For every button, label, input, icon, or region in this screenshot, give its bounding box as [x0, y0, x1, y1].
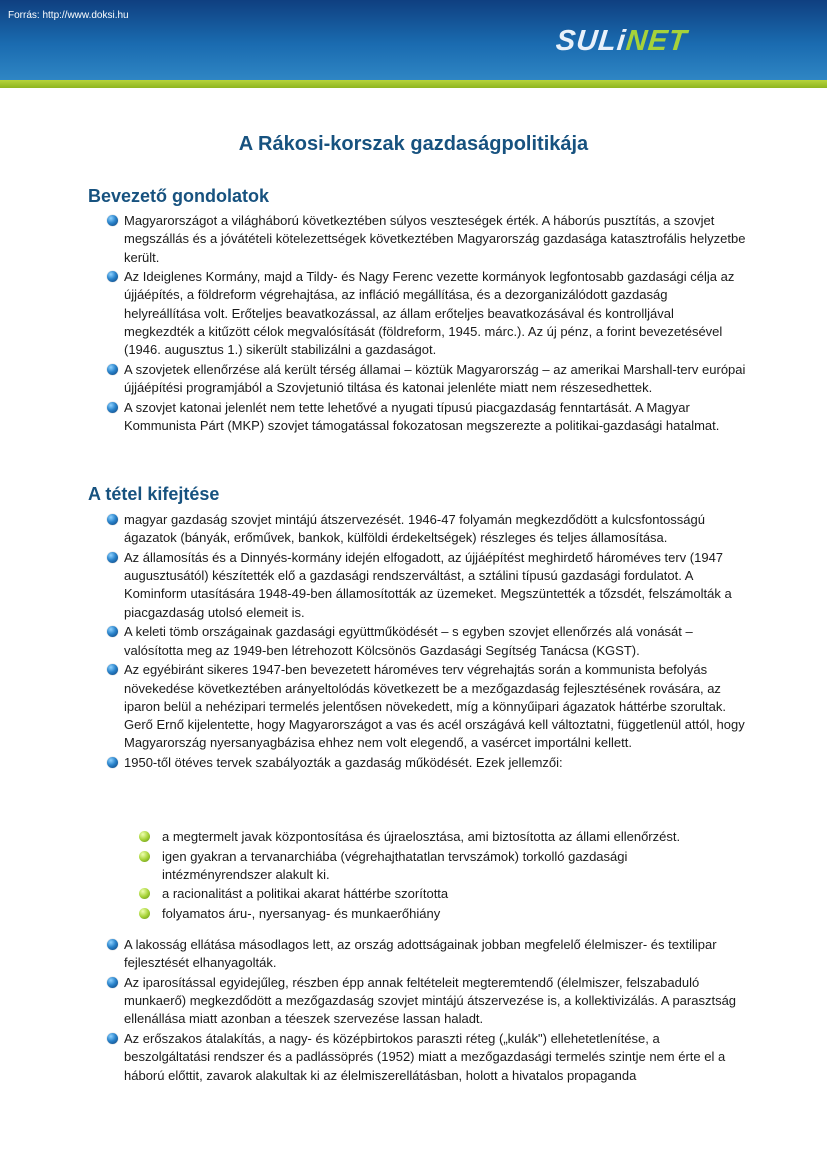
blue-bullet-icon — [107, 271, 118, 282]
list-item: magyar gazdaság szovjet mintájú átszervezését. 1946-47 folyamán megkezdődött a kulcsfontosságú ágazatok (bányák, erőművek, bankok, külföldi érdekeltségek) részleges és teljes államosítása. — [106, 511, 746, 548]
sub-list — [138, 828, 738, 925]
list-item: Az erőszakos átalakítás, a nagy- és középbirtokos paraszti réteg („kulák") ellehetetlenítése, a beszolgáltatási rendszer és a padlássöprés (1952) miatt a mezőgazdasági termelés szintje nem érte el a háború előttit, zavarok alakultak ki az élelmiszerellátásban, holott a hivatalos propaganda — [106, 1030, 746, 1085]
list-item: A lakosság ellátása másodlagos lett, az ország adottságainak jobban megfelelő élelmiszer- és textilipar fejlesztését elhanyagolták. — [106, 936, 746, 973]
main-list-a — [106, 511, 746, 774]
list-item: Az Ideiglenes Kormány, majd a Tildy- és Nagy Ferenc vezette kormányok legfontosabb gazdasági célja az újjáépítés, a földreform végrehajtása, az infláció megállítása, és a dezorganizálódott gazdaság helyreállítása volt. Erőteljes beavatkozással, az állam erőteljes beavatkozásával és kontrolljával megkezdték a kitűzött célok megvalósítását (földreform, 1945. márc.). Az új pénz, a forint bevezetésével (1946. augusztus 1.) sikerült stabilizálni a gazdaságot. — [106, 268, 746, 359]
sub-list-item: a racionalitást a politikai akarat háttérbe szorította — [138, 885, 738, 903]
list-item: Az egyébiránt sikeres 1947-ben bevezetett hároméves terv végrehajtás során a kommunista befolyás növekedése következtében arányeltolódás következett be a mezőgazdaság fejlesztésének rovására, az iparon belül a nehézipari termelés jelentősen növekedett, míg a könnyűipari ágazatok háttérbe szorultak. Gerő Ernő kijelentette, hogy Magyarországot a vas és acél országává kell változtatni, függetlenül attól, hogy Magyarország nyersanyagbázisa ehhez nem volt elegendő, a vasércet importálni kellett. — [106, 661, 746, 752]
header-banner — [0, 0, 827, 80]
blue-bullet-icon — [107, 977, 118, 988]
list-item: A keleti tömb országainak gazdasági együttműködését – s egyben szovjet ellenőrzés alá vonását – valósította meg az 1949-ben létrehozott Kölcsönös Gazdasági Segítség Tanácsa (KGST). — [106, 623, 746, 660]
logo-part2: NET — [624, 25, 689, 57]
sulinet-logo — [554, 25, 689, 58]
sub-list-item: folyamatos áru-, nyersanyag- és munkaerőhiány — [138, 905, 738, 923]
blue-bullet-icon — [107, 939, 118, 950]
logo-part1: SULi — [554, 25, 628, 57]
list-item: A szovjet katonai jelenlét nem tette lehetővé a nyugati típusú piacgazdaság fenntartását. A Magyar Kommunista Párt (MKP) szovjet támogatással fokozatosan megszerezte a politikai-gazdasági hatalmat. — [106, 399, 746, 436]
blue-bullet-icon — [107, 552, 118, 563]
source-text: Forrás: http://www.doksi.hu — [8, 10, 129, 21]
sub-list-item: igen gyakran a tervanarchiába (végrehajthatatlan tervszámok) torkolló gazdasági intézményrendszer alakult ki. — [138, 848, 738, 885]
blue-bullet-icon — [107, 757, 118, 768]
list-item: Az iparosítással egyidejűleg, részben épp annak feltételeit megteremtendő (élelmiszer, felszabaduló munkaerő) megkezdődött a mezőgazdaság szovjet mintájú átszervezése is, a kollektivizálás. A parasztság ellenállása miatt azonban a téeszek szervezése lassan haladt. — [106, 974, 746, 1029]
intro-list — [106, 212, 746, 437]
green-bullet-icon — [139, 888, 150, 899]
list-item: 1950-től ötéves tervek szabályozták a gazdaság működését. Ezek jellemzői: — [106, 754, 746, 772]
sub-list-item: a megtermelt javak központosítása és újraelosztása, ami biztosította az állami ellenőrzést. — [138, 828, 738, 846]
list-item: Az államosítás és a Dinnyés-kormány idején elfogadott, az újjáépítést meghirdető hároméves terv (1947 augusztusától) készítették elő a gazdasági rendszerváltást, a sztálini típusú gazdasági fordulatot. A Kominform utasítására 1948-49-ben államosították az üzemeket. Megszüntették a tőzsdét, felszámolták a piacgazdaság utolsó elemeit is. — [106, 549, 746, 622]
blue-bullet-icon — [107, 215, 118, 226]
blue-bullet-icon — [107, 664, 118, 675]
blue-bullet-icon — [107, 1033, 118, 1044]
blue-bullet-icon — [107, 402, 118, 413]
list-item: A szovjetek ellenőrzése alá került térség államai – köztük Magyarország – az amerikai Marshall-terv európai újjáépítési programjából a Szovjetunió tiltása és katonai jelenléte miatt nem részesedhettek. — [106, 361, 746, 398]
main-list-b — [106, 936, 746, 1086]
blue-bullet-icon — [107, 514, 118, 525]
green-bullet-icon — [139, 831, 150, 842]
blue-bullet-icon — [107, 626, 118, 637]
section-heading-main: A tétel kifejtése — [88, 484, 220, 504]
section-heading-intro: Bevezető gondolatok — [88, 186, 270, 206]
page-title: A Rákosi-korszak gazdaságpolitikája — [238, 133, 589, 155]
header-stripe — [0, 80, 827, 88]
blue-bullet-icon — [107, 364, 118, 375]
green-bullet-icon — [139, 908, 150, 919]
list-item: Magyarországot a világháború következtében súlyos veszteségek érték. A háborús pusztítás, a szovjet megszállás és a jóvátételi kötelezettségek következtében Magyarország gazdasága katasztrofális helyzetbe került. — [106, 212, 746, 267]
green-bullet-icon — [139, 851, 150, 862]
